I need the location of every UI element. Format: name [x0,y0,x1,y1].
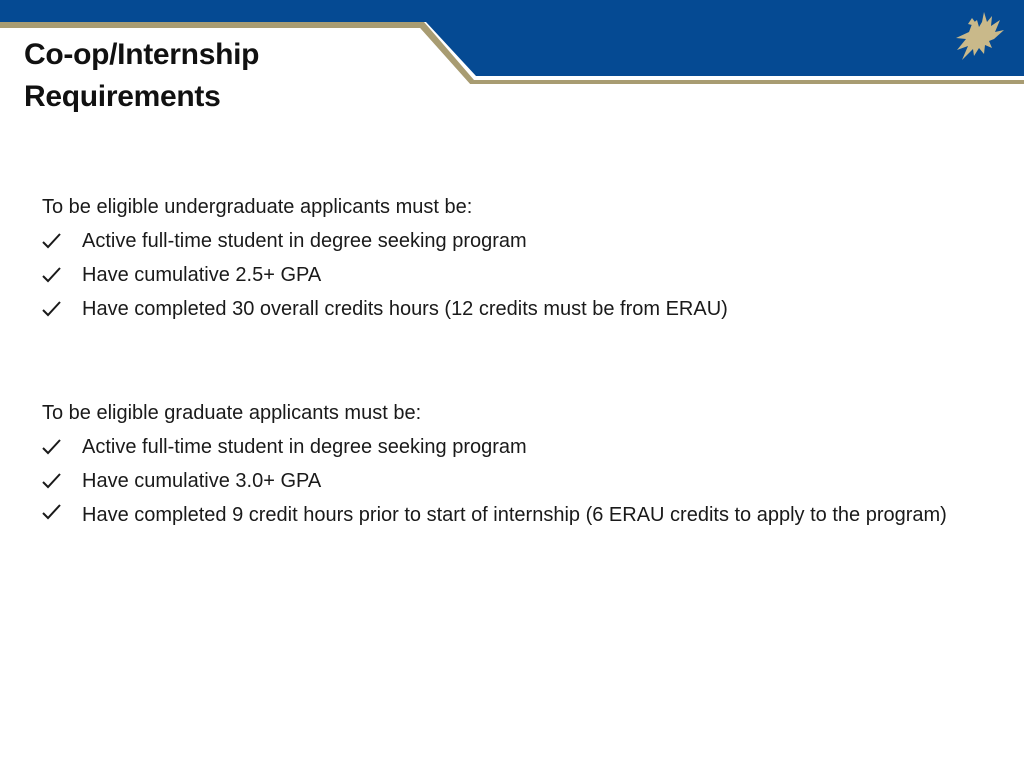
requirement-text: Have cumulative 3.0+ GPA [82,470,322,492]
page-title-line-2: Requirements [24,80,221,113]
requirement-text: Active full-time student in degree seeking program [82,436,527,458]
undergraduate-intro: To be eligible undergraduate applicants must be: [42,196,473,218]
requirement-text: Have cumulative 2.5+ GPA [82,264,322,286]
requirement-text: Active full-time student in degree seeking program [82,230,527,252]
undergraduate-section [42,190,982,326]
requirement-text: Have completed 9 credit hours prior to start of internship (6 ERAU credits to apply to the program) [82,504,947,526]
graduate-section [42,396,982,529]
page-title-line-1: Co-op/Internship [24,38,260,71]
list-item [42,292,982,326]
checkmark-icon [42,473,61,489]
graduate-intro: To be eligible graduate applicants must be: [42,402,422,424]
checkmark-icon [42,233,61,249]
checkmark-icon [42,504,61,520]
list-item [42,498,982,529]
checkmark-icon [42,301,61,317]
requirement-text: Have completed 30 overall credits hours (12 credits must be from ERAU) [82,298,728,320]
eagle-icon [948,8,1006,68]
checkmark-icon [42,439,61,455]
list-item [42,430,982,464]
list-item [42,224,982,258]
checkmark-icon [42,267,61,283]
list-item [42,464,982,498]
page-title [24,34,259,118]
list-item [42,258,982,292]
